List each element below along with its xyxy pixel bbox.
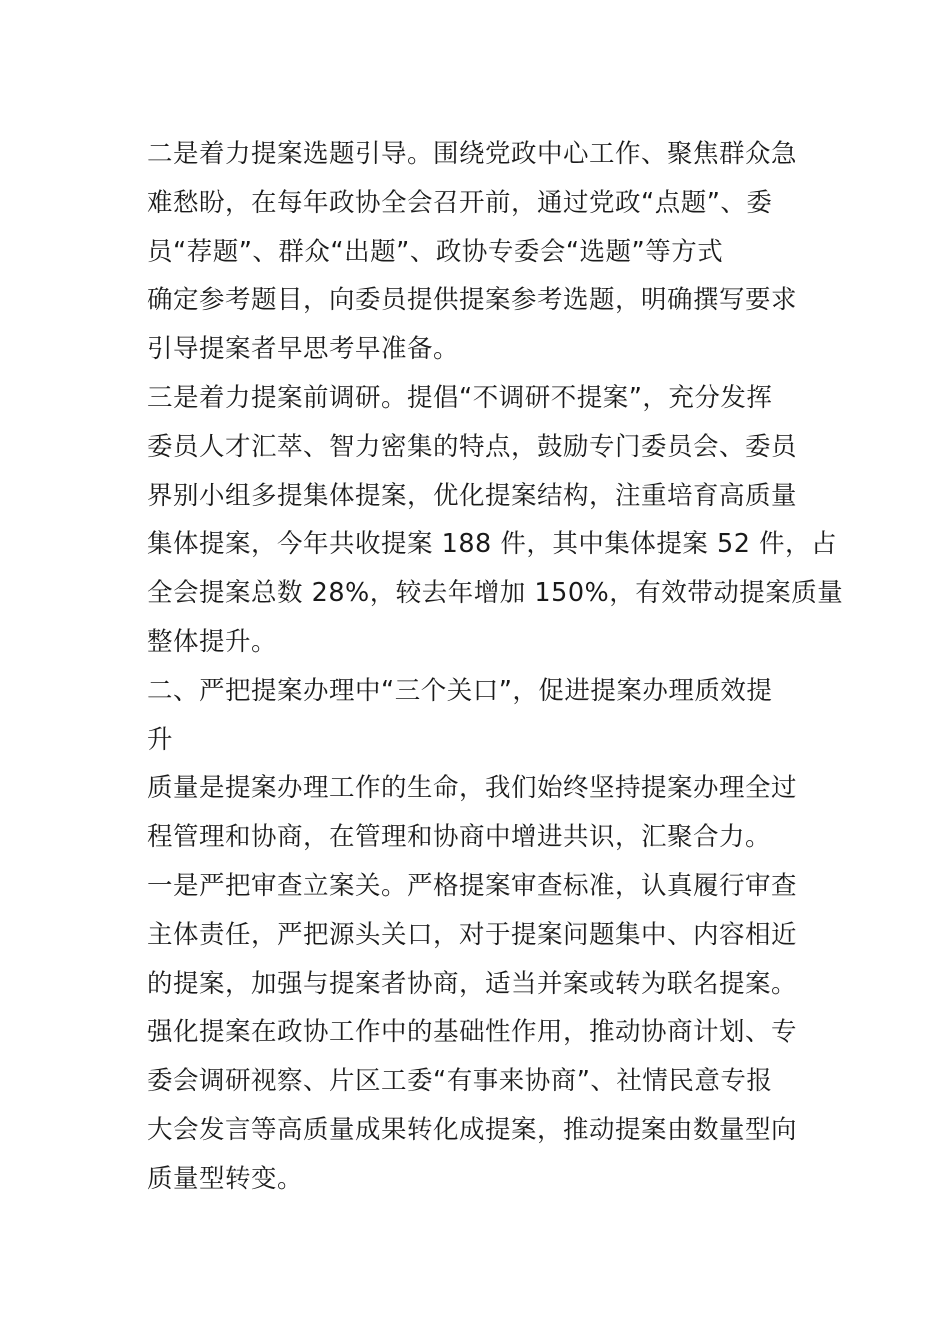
text-line: 委会调研视察、片区工委“有事来协商”、社情民意专报 xyxy=(147,1066,773,1097)
text-line: 整体提升。 xyxy=(147,626,278,657)
text-line: 难愁盼，在每年政协全会召开前，通过党政“点题”、委 xyxy=(147,187,773,218)
text-line: 确定参考题目，向委员提供提案参考选题，明确撰写要求 xyxy=(147,285,798,316)
text-line: 二是着力提案选题引导。围绕党政中心工作、聚焦群众急 xyxy=(147,139,798,169)
section-heading-line: 二、严把提案办理中“三个关口”，促进提案办理质效提 xyxy=(147,675,773,706)
text-line: 三是着力提案前调研。提倡“不调研不提案”，充分发挥 xyxy=(147,382,773,413)
text-line: 员“荐题”、群众“出题”、政协专委会“选题”等方式 xyxy=(147,236,724,267)
text-line: 质量是提案办理工作的生命，我们始终坚持提案办理全过 xyxy=(147,773,798,804)
text-line: 主体责任，严把源头关口，对于提案问题集中、内容相近 xyxy=(147,919,798,950)
section-heading-line: 升 xyxy=(147,724,174,755)
document-body xyxy=(147,130,844,1204)
text-line: 引导提案者早思考早准备。 xyxy=(147,334,460,365)
text-line: 界别小组多提集体提案，优化提案结构，注重培育高质量 xyxy=(147,480,798,511)
text-line: 集体提案，今年共收提案 188 件，其中集体提案 52 件，占 xyxy=(147,529,838,560)
text-line: 强化提案在政协工作中的基础性作用，推动协商计划、专 xyxy=(147,1017,798,1048)
text-line: 质量型转变。 xyxy=(147,1163,304,1194)
text-line: 程管理和协商，在管理和协商中增进共识，汇聚合力。 xyxy=(147,822,772,853)
text-line: 委员人才汇萃、智力密集的特点，鼓励专门委员会、委员 xyxy=(147,431,798,462)
text-line: 一是严把审查立案关。严格提案审查标准，认真履行审查 xyxy=(147,870,798,901)
text-line: 全会提案总数 28%，较去年增加 150%，有效带动提案质量 xyxy=(147,578,844,609)
text-line: 大会发言等高质量成果转化成提案，推动提案由数量型向 xyxy=(147,1114,798,1145)
text-line: 的提案，加强与提案者协商，适当并案或转为联名提案。 xyxy=(147,968,798,999)
